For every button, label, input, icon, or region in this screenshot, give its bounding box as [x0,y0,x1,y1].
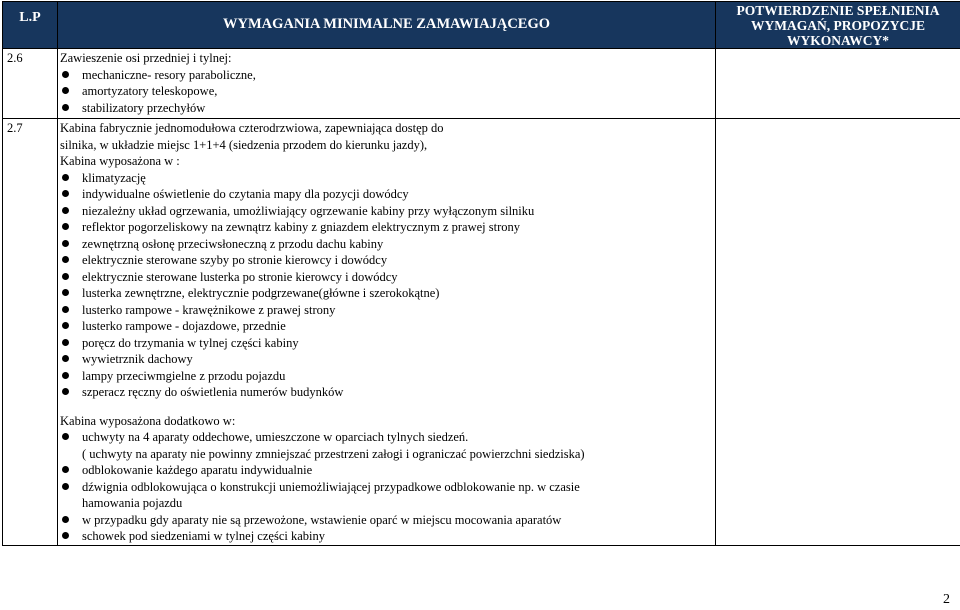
list-item: w przypadku gdy aparaty nie są przewożone, wstawienie oparć w miejscu mocowania aparatów [60,512,715,529]
bullet-icon [62,207,69,214]
bullet-list [60,170,715,401]
bullet-icon [62,223,69,230]
additional-bullet-list [60,429,715,446]
header-title: WYMAGANIA MINIMALNE ZAMAWIAJĄCEGO [58,2,716,49]
bullet-icon [62,339,69,346]
row-confirmation-cell[interactable] [716,119,960,546]
row-heading-cont: silnika, w układzie miejsc 1+1+4 (siedzenia przodem do kierunku jazdy), [60,137,428,152]
bullet-list [60,67,715,117]
list-item: lampy przeciwmgielne z przodu pojazdu [60,368,715,385]
row-heading: Zawieszenie osi przedniej i tylnej: [60,51,232,65]
bullet-icon [62,322,69,329]
list-item: elektrycznie sterowane szyby po stronie kierowcy i dowódcy [60,252,715,269]
bullet-icon [62,306,69,313]
spacer [60,401,715,413]
list-item: dźwignia odblokowująca o konstrukcji uniemożliwiającej przypadkowe odblokowanie np. w czasie [60,479,715,496]
list-item-continuation: ( uchwyty na aparaty nie powinny zmniejszać przestrzeni załogi i ograniczać powierzchni siedziska) [82,446,585,461]
list-item: wywietrznik dachowy [60,351,715,368]
list-item: lusterko rampowe - krawężnikowe z prawej strony [60,302,715,319]
row-number: 2.7 [3,119,58,546]
table-row-2-7 [3,119,960,546]
row-content [58,119,716,546]
bullet-icon [62,532,69,539]
page-number: 2 [943,592,950,607]
additional-label: Kabina wyposażona dodatkowo w: [60,413,236,428]
list-item: uchwyty na 4 aparaty oddechowe, umieszczone w oparciach tylnych siedzeń. [60,429,715,446]
equipped-label: Kabina wyposażona w : [60,154,180,168]
list-item: amortyzatory teleskopowe, [60,83,715,100]
bullet-icon [62,372,69,379]
list-item: lusterka zewnętrzne, elektrycznie podgrzewane(główne i szerokokątne) [60,285,715,302]
list-item-continuation: hamowania pojazdu [82,496,183,510]
list-item: klimatyzację [60,170,715,187]
list-item: szperacz ręczny do oświetlenia numerów budynków [60,384,715,401]
row-heading: Kabina fabrycznie jednomodułowa czterodrzwiowa, zapewniająca dostęp do [60,121,444,135]
bullet-icon [62,240,69,247]
bullet-icon [62,71,69,78]
bullet-icon [62,466,69,473]
bullet-icon [62,174,69,181]
bullet-icon [62,104,69,111]
additional-bullet-list [60,512,715,545]
list-item: odblokowanie każdego aparatu indywidualnie [60,462,715,479]
bullet-icon [62,355,69,362]
table-header-row [3,2,960,49]
requirements-table [2,1,960,546]
bullet-icon [62,516,69,523]
bullet-icon [62,483,69,490]
row-content [58,49,716,119]
header-confirm [716,2,960,49]
row-number: 2.6 [3,49,58,119]
header-confirm-line1: POTWIERDZENIE SPEŁNIENIA [736,3,940,18]
bullet-icon [62,433,69,440]
list-item: reflektor pogorzeliskowy na zewnątrz kabiny z gniazdem elektrycznym z prawej strony [60,219,715,236]
bullet-icon [62,87,69,94]
additional-bullet-list [60,462,715,495]
list-item: elektrycznie sterowane lusterka po stronie kierowcy i dowódcy [60,269,715,286]
bullet-icon [62,256,69,263]
bullet-icon [62,273,69,280]
bullet-icon [62,289,69,296]
header-confirm-line2: WYMAGAŃ, PROPOZYCJE [751,18,925,33]
list-item: schowek pod siedzeniami w tylnej części kabiny [60,528,715,545]
list-item: indywidualne oświetlenie do czytania mapy dla pozycji dowódcy [60,186,715,203]
table-row-2-6 [3,49,960,119]
list-item: stabilizatory przechyłów [60,100,715,117]
list-item: zewnętrzną osłonę przeciwsłoneczną z przodu dachu kabiny [60,236,715,253]
header-confirm-line3: WYKONAWCY* [786,33,889,48]
header-lp: L.P [3,2,58,49]
bullet-icon [62,388,69,395]
list-item: lusterko rampowe - dojazdowe, przednie [60,318,715,335]
list-item: mechaniczne- resory paraboliczne, [60,67,715,84]
list-item: niezależny układ ogrzewania, umożliwiający ogrzewanie kabiny przy wyłączonym silniku [60,203,715,220]
row-confirmation-cell[interactable] [716,49,960,119]
bullet-icon [62,190,69,197]
list-item: poręcz do trzymania w tylnej części kabiny [60,335,715,352]
